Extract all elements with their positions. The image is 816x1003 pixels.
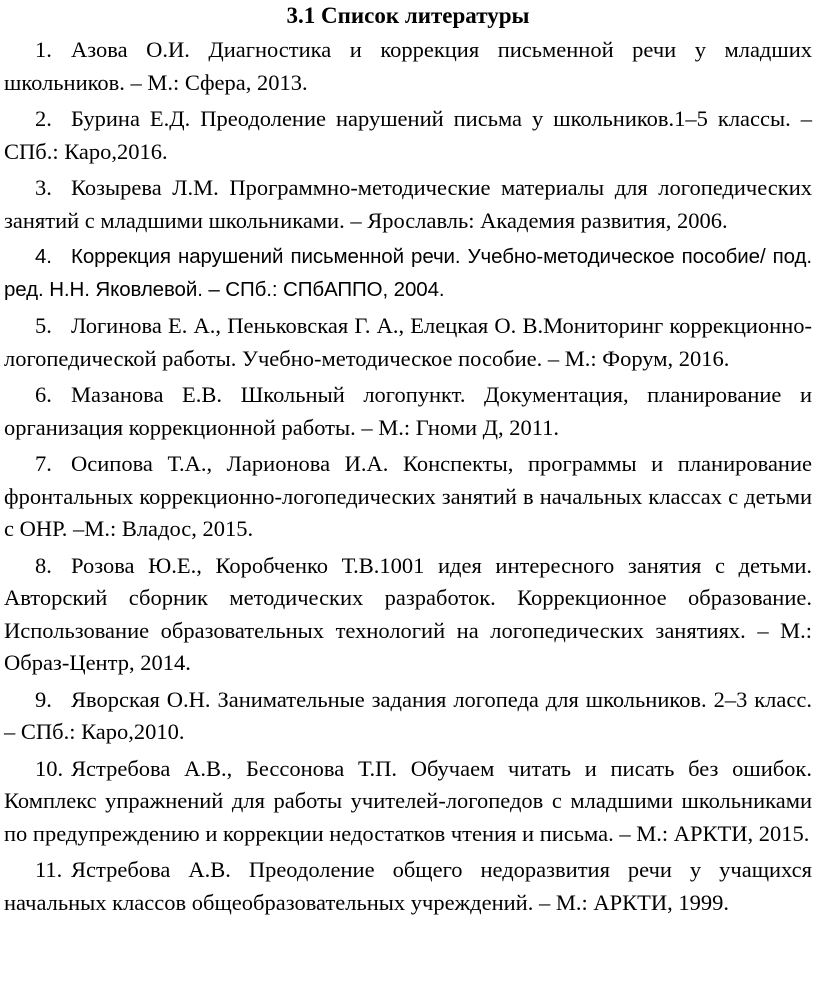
list-item [4,550,812,680]
reference-number: 7. [35,451,52,476]
list-item [4,448,812,546]
reference-number: 11. [35,857,63,882]
reference-text: Бурина Е.Д. Преодоление нарушений письма у школьников.1–5 классы. – СПб.: Каро,2016. [4,106,812,164]
list-item [4,241,812,306]
reference-text: Осипова Т.А., Ларионова И.А. Конспекты, программы и планирование фронтальных коррекционно-логопедических занятий в начальных классах с детьми с ОНР. –М.: Владос, 2015. [4,451,812,541]
reference-text: Яворская О.Н. Занимательные задания логопеда для школьников. 2–3 класс. – СПб.: Каро,2010. [4,686,812,744]
reference-number: 2. [35,106,52,131]
reference-number: 1. [35,37,52,62]
reference-number: 10. [35,755,64,781]
reference-number: 8. [35,552,52,578]
list-item [4,103,812,168]
reference-text: Ястребова А.В. Преодоление общего недоразвития речи у учащихся начальных классов общеобразовательных учреждений. – М.: АРКТИ, 1999. [4,857,812,915]
reference-text: Козырева Л.М. Программно-методические материалы для логопедических занятий с младшими школьниками. – Ярославль: Академия развития, 2006. [4,175,812,233]
reference-text: Коррекция нарушений письменной речи. Учебно-методическое пособие/ под. ред. Н.Н. Яковлевой. – СПб.: СПбАППО, 2004. [4,245,812,301]
reference-number: 9. [35,686,52,712]
list-item [4,34,812,99]
list-item [4,753,812,851]
list-item [4,310,812,375]
page-title: 3.1 Список литературы [286,3,530,28]
list-item [4,172,812,237]
reference-number: 4. [35,245,52,268]
reference-text: Мазанова Е.В. Школьный логопункт. Документация, планирование и организация коррекционной работы. – М.: Гноми Д, 2011. [4,382,812,440]
list-item [4,379,812,444]
reference-text: Розова Ю.Е., Коробченко Т.В.1001 идея интересного занятия с детьми. Авторский сборник методических разработок. Коррекционное образование. Использование образовательных технологий на логопедических занятиях. – М.: Образ-Центр, 2014. [4,552,812,675]
list-item [4,684,812,749]
reference-text: Ястребова А.В., Бессонова Т.П. Обучаем читать и писать без ошибок. Комплекс упражнений для работы учителей-логопедов с младшими школьниками по предупреждению и коррекции недостатков чтения и письма. – М.: АРКТИ, 2015. [4,755,812,846]
reference-number: 3. [35,175,52,200]
reference-text: Логинова Е. А., Пеньковская Г. А., Елецкая О. В.Мониторинг коррекционно-логопедической работы. Учебно-методическое пособие. – М.: Форум, 2016. [4,313,812,371]
list-item [4,854,812,919]
reference-number: 6. [35,382,52,407]
reference-list [4,34,812,919]
reference-text: Азова О.И. Диагностика и коррекция письменной речи у младших школьников. – М.: Сфера, 2013. [4,37,812,95]
reference-number: 5. [35,313,52,338]
